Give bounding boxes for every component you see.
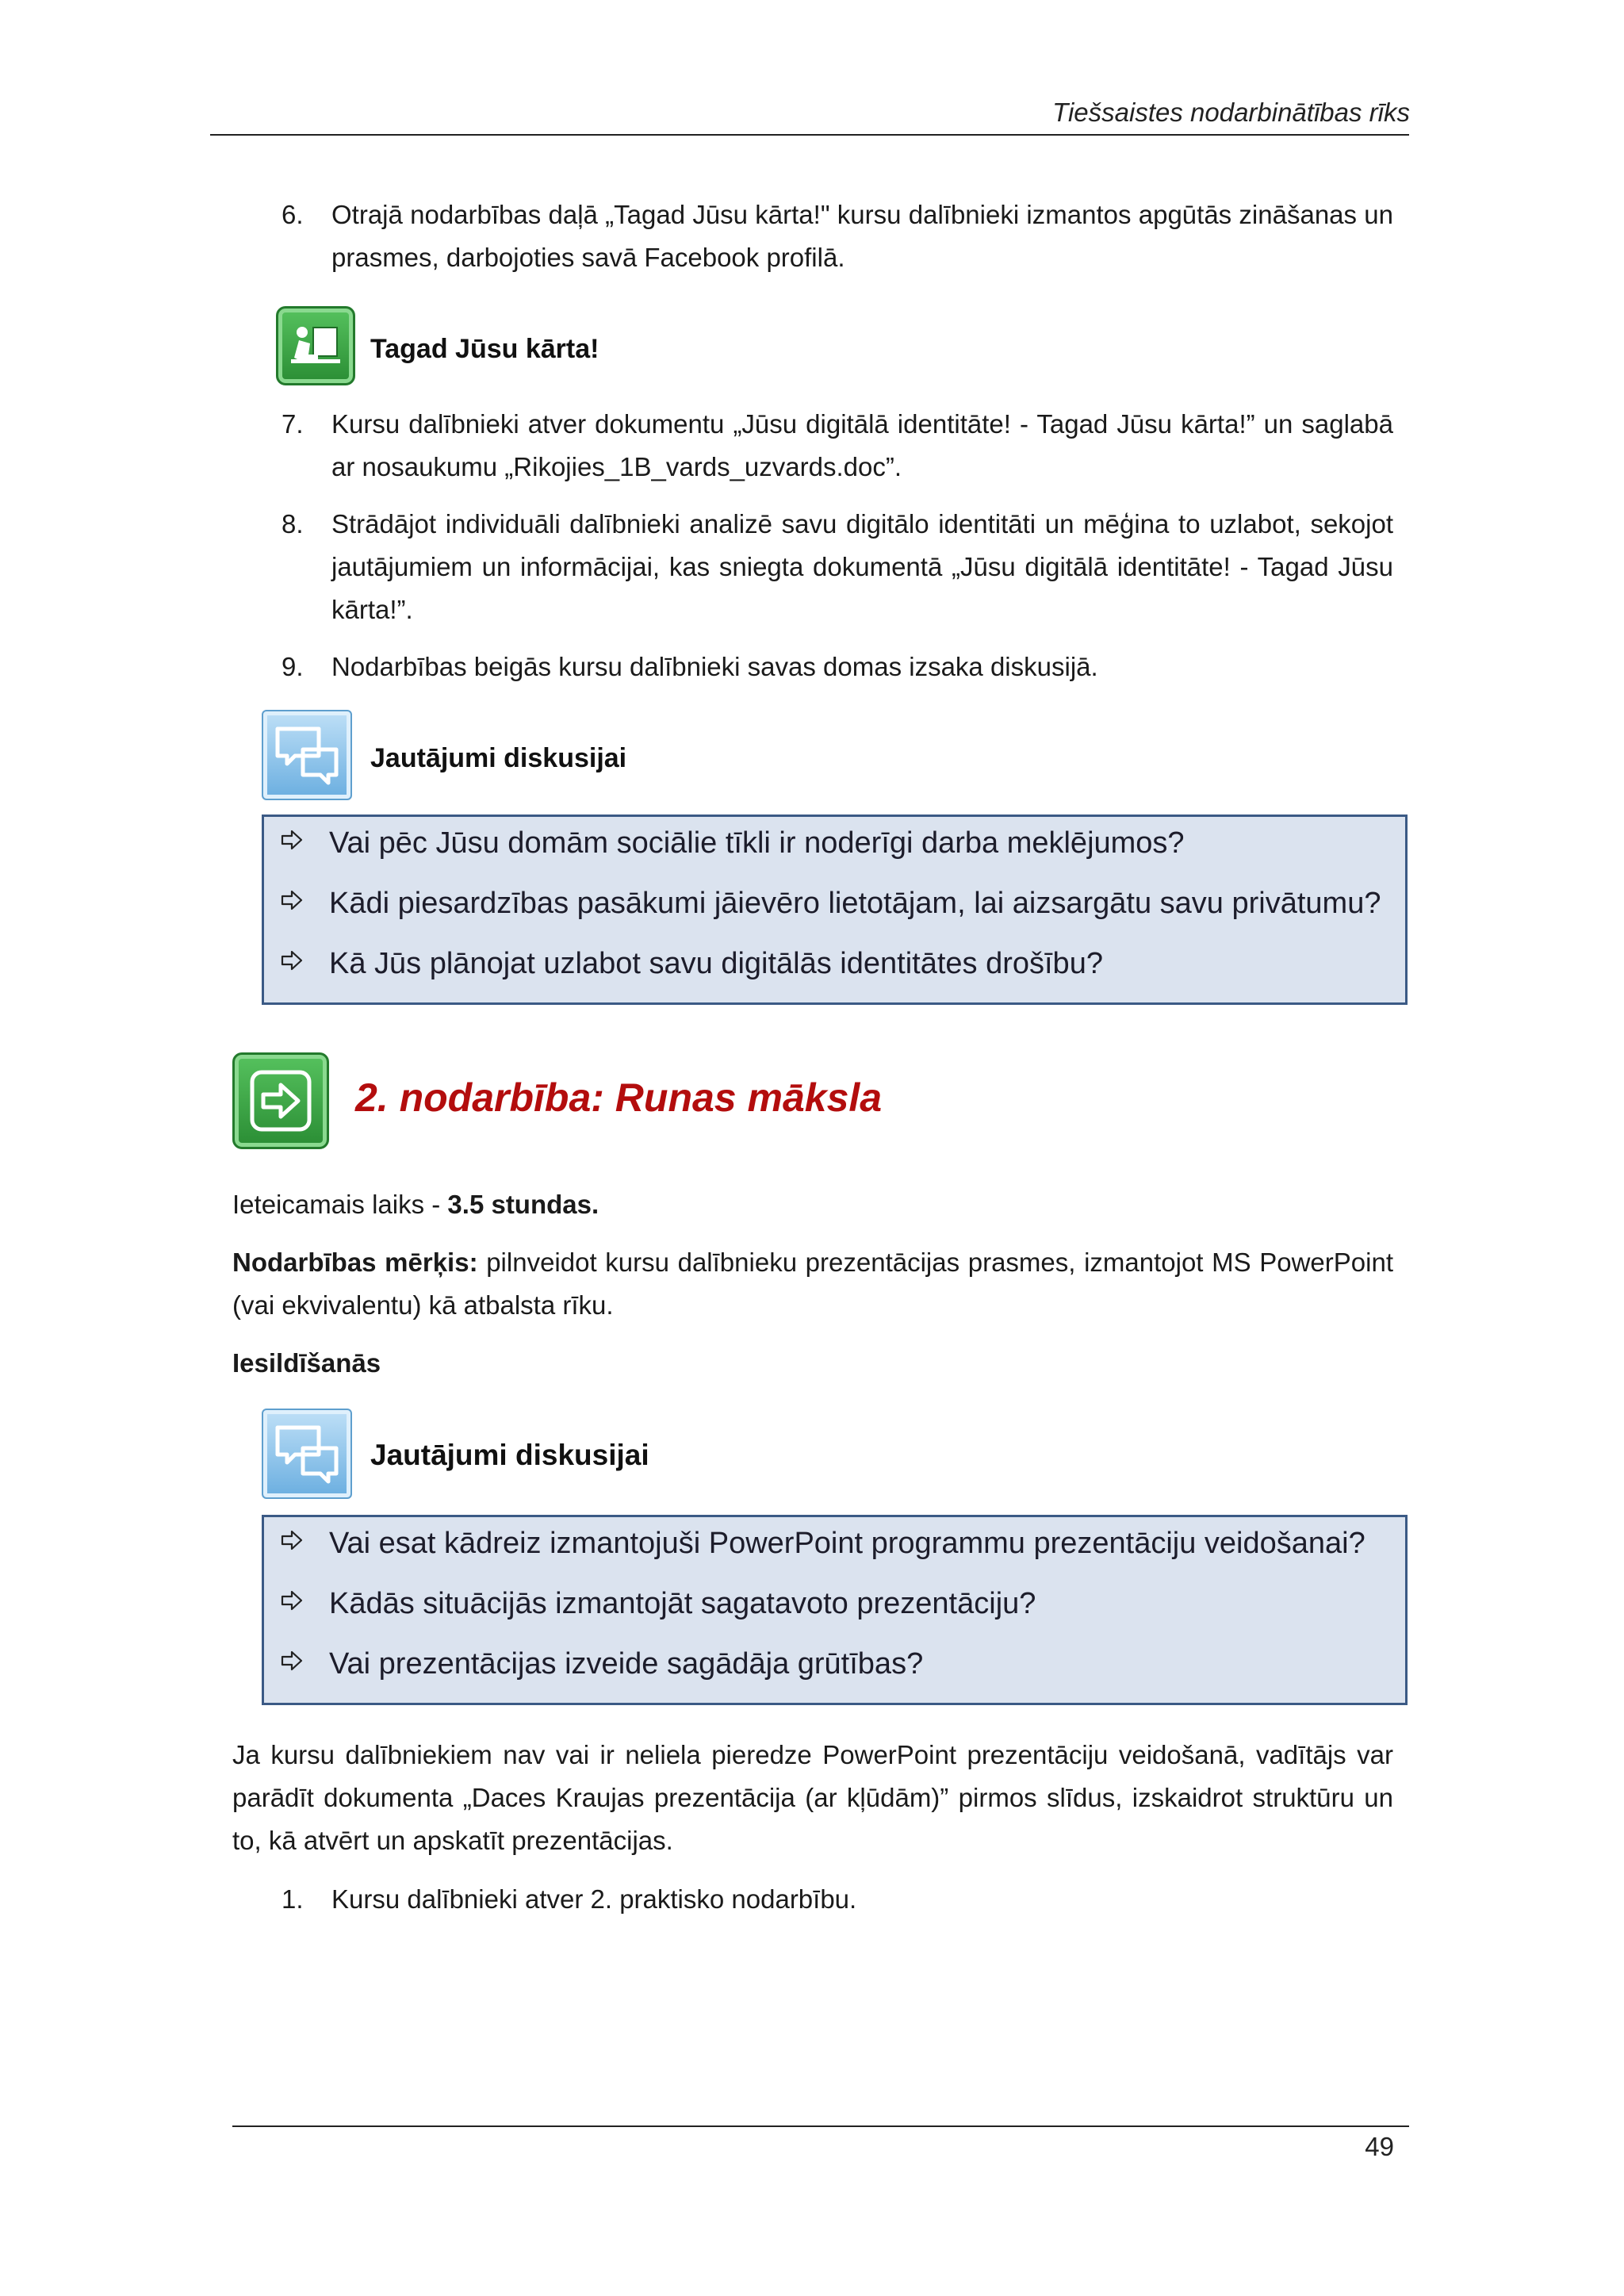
arrow-right-icon (280, 888, 304, 912)
warmup-heading: Iesildīšanās (232, 1348, 381, 1378)
question-text: Kādi piesardzības pasākumi jāievēro lietotājam, lai aizsargātu savu privātumu? (329, 887, 1381, 920)
list-text: Otrajā nodarbības daļā „Tagad Jūsu kārta!" kursu dalībnieki izmantos apgūtās zināšanas un prasmes, darbojoties savā Facebook profilā. (331, 200, 1393, 272)
activity-goal (232, 1241, 1393, 1327)
goal-label: Nodarbības mērķis: (232, 1248, 478, 1277)
list-item (282, 1878, 1393, 1921)
list-text: Strādājot individuāli dalībnieki analizē savu digitālo identitāti un mēģina to uzlabot, sekojot jautājumiem un informācijai, kas sniegta dokumentā „Jūsu digitālā identitāte! - Tagad Jūsu kārta!”. (331, 509, 1393, 624)
your-turn-label: Tagad Jūsu kārta! (370, 334, 599, 364)
running-header: Tiešsaistes nodarbinātības rīks (1052, 98, 1410, 127)
arrow-right-icon (280, 949, 304, 972)
discussion-questions-box (262, 1515, 1408, 1705)
chat-bubbles-icon (262, 1409, 352, 1499)
discussion-label: Jautājumi diskusijai (370, 1439, 649, 1471)
list-number: 6. (282, 200, 304, 229)
question-text: Vai prezentācijas izveide sagādāja grūtības? (329, 1647, 924, 1681)
list-item (282, 403, 1393, 489)
footer-rule (232, 2125, 1409, 2127)
recommended-time (232, 1183, 1393, 1226)
goal-text: pilnveidot kursu dalībnieku prezentācijas prasmes, izmantojot MS PowerPoint (vai ekvivalentu) kā atbalsta rīku. (232, 1248, 1393, 1320)
question-text: Vai pēc Jūsu domām sociālie tīkli ir noderīgi darba meklējumos? (329, 826, 1185, 860)
chat-bubbles-icon (262, 710, 352, 800)
list-number: 1. (282, 1884, 304, 1914)
arrow-right-icon (280, 1649, 304, 1673)
list-text: Kursu dalībnieki atver 2. praktisko nodarbību. (331, 1884, 857, 1914)
question-text: Vai esat kādreiz izmantojuši PowerPoint programmu prezentāciju veidošanai? (329, 1527, 1365, 1560)
list-number: 9. (282, 652, 304, 681)
list-text: Kursu dalībnieki atver dokumentu „Jūsu digitālā identitāte! - Tagad Jūsu kārta!” un saglabā ar nosaukumu „Rikojies_1B_vards_uzvards.doc”. (331, 409, 1393, 481)
arrow-right-icon (280, 828, 304, 852)
discussion-questions-box (262, 815, 1408, 1005)
header-rule (210, 134, 1409, 136)
list-item (282, 646, 1393, 688)
list-item (282, 194, 1393, 279)
page-number: 49 (1365, 2132, 1394, 2161)
section-title: 2. nodarbība: Runas māksla (355, 1075, 883, 1120)
arrow-right-icon (280, 1528, 304, 1552)
list-number: 8. (282, 509, 304, 539)
question-text: Kādās situācijās izmantojāt sagatavoto prezentāciju? (329, 1587, 1036, 1620)
body-paragraph: Ja kursu dalībniekiem nav vai ir neliela pieredze PowerPoint prezentāciju veidošanā, vadītājs var parādīt dokumenta „Daces Kraujas prezentācija (ar kļūdām)” pirmos slīdus, izskaidrot struktūru un to, kā atvērt un apskatīt prezentācijas. (232, 1740, 1393, 1855)
arrow-right-icon (280, 1589, 304, 1612)
time-value: 3.5 stundas. (447, 1190, 599, 1219)
person-at-computer-icon (276, 306, 355, 385)
discussion-label: Jautājumi diskusijai (370, 743, 627, 773)
arrow-right-icon (232, 1052, 329, 1149)
list-number: 7. (282, 409, 304, 439)
list-text: Nodarbības beigās kursu dalībnieki savas domas izsaka diskusijā. (331, 652, 1098, 681)
question-text: Kā Jūs plānojat uzlabot savu digitālās identitātes drošību? (329, 947, 1103, 980)
list-item (282, 503, 1393, 631)
time-label: Ieteicamais laiks - (232, 1190, 448, 1219)
